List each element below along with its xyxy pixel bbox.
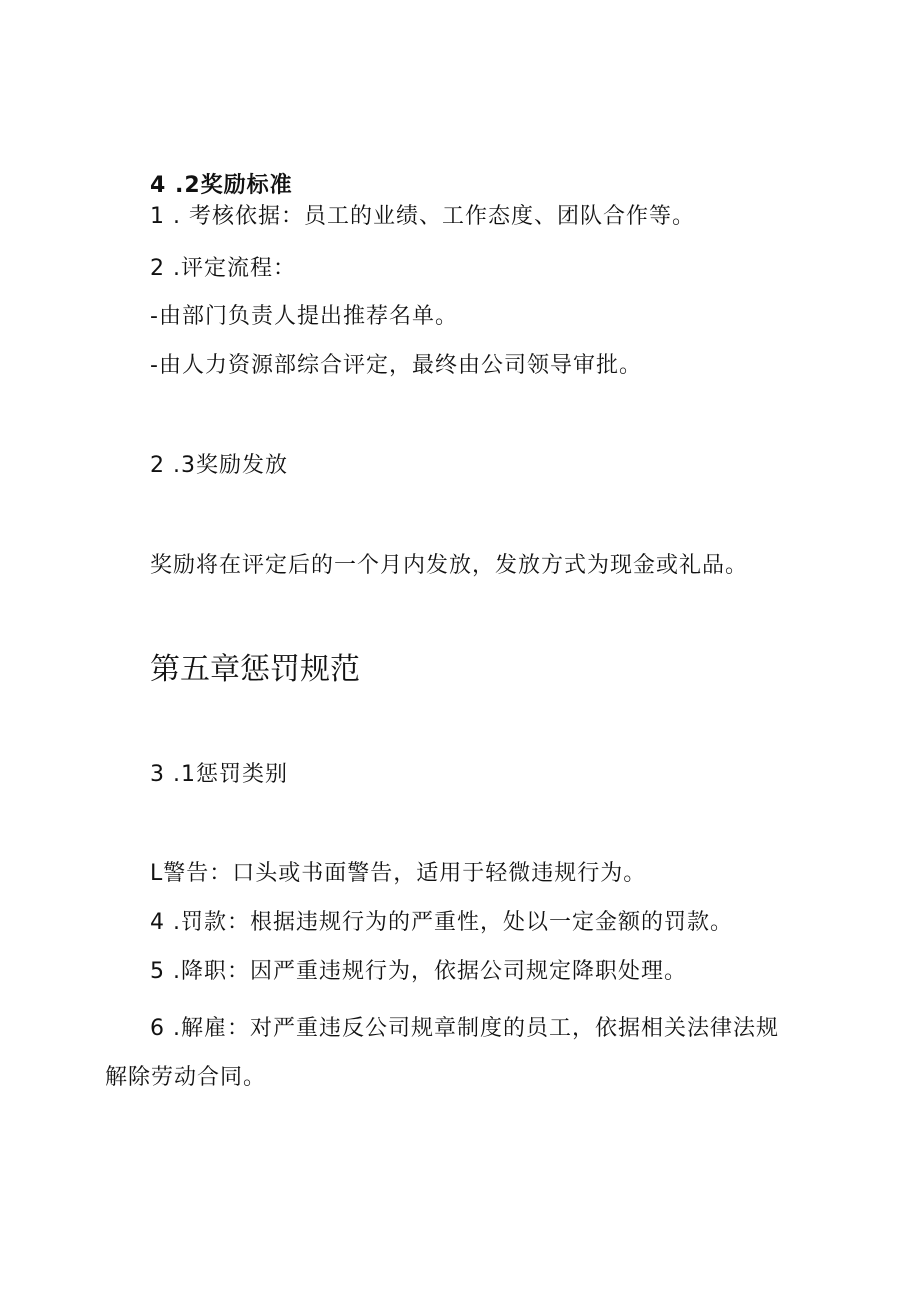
chapter-title: 第五章惩罚规范 bbox=[150, 652, 360, 687]
list-item-fine: 4 .罚款：根据违规行为的严重性，处以一定金额的罚款。 bbox=[150, 910, 733, 935]
section-heading-4-2: 4 .2奖励标准 bbox=[150, 173, 293, 198]
list-item-warning: L警告：口头或书面警告，适用于轻微违规行为。 bbox=[150, 861, 647, 886]
list-item-evaluation-process: 2 .评定流程： bbox=[150, 256, 296, 281]
section-heading-2-3: 2 .3奖励发放 bbox=[150, 453, 288, 478]
paragraph-award-distribution: 奖励将在评定后的一个月内发放，发放方式为现金或礼品。 bbox=[150, 553, 749, 578]
list-item-demotion: 5 .降职：因严重违规行为，依据公司规定降职处理。 bbox=[150, 959, 687, 984]
list-item-assessment-basis: 1 . 考核依据：员工的业绩、工作态度、团队合作等。 bbox=[150, 204, 695, 229]
list-item-hr-evaluate: -由人力资源部综合评定，最终由公司领导审批。 bbox=[150, 353, 642, 378]
section-heading-3-1: 3 .1惩罚类别 bbox=[150, 762, 288, 787]
list-item-dept-recommend: -由部门负责人提出推荐名单。 bbox=[150, 304, 458, 329]
list-item-dismissal: 6 .解雇：对严重违反公司规章制度的员工，依据相关法律法规 bbox=[150, 1016, 779, 1041]
list-item-dismissal-continued: 解除劳动合同。 bbox=[105, 1065, 267, 1090]
